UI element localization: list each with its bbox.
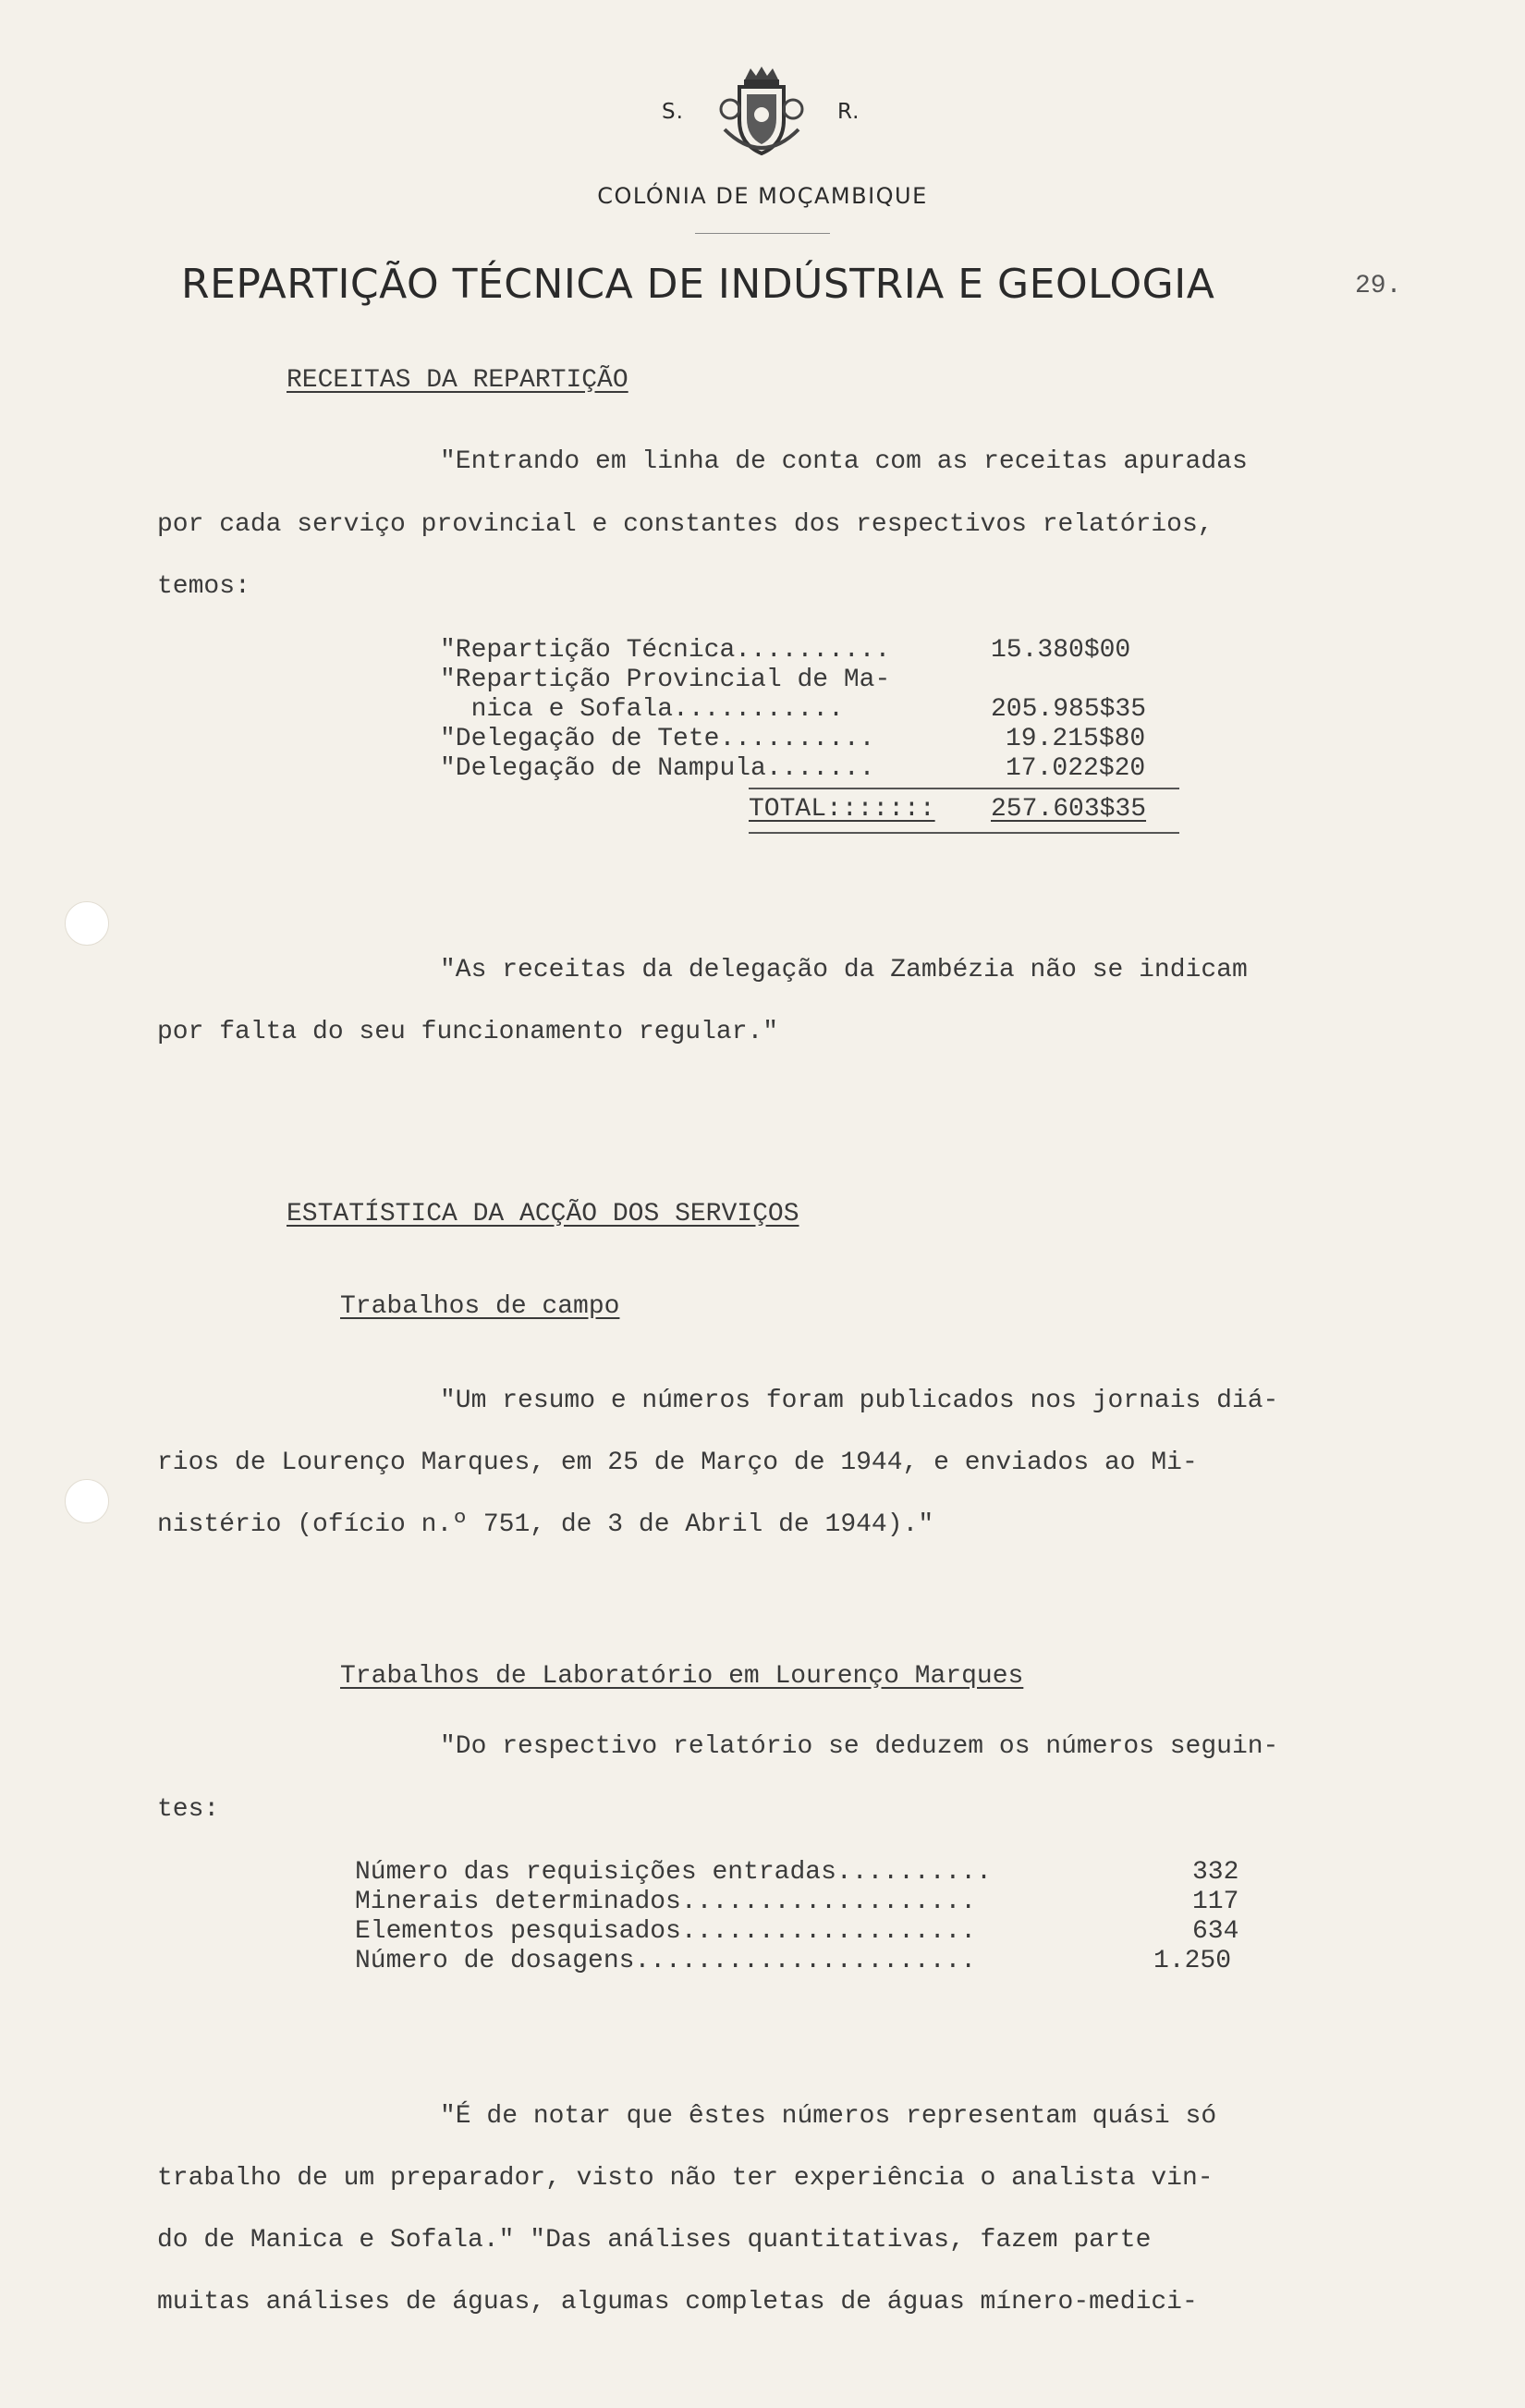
lab-row-value: 117 (1192, 1888, 1239, 1916)
receipt-row-value: 15.380$00 (991, 636, 1131, 665)
intro-line-3: temos: (157, 572, 250, 601)
department-title: REPARTIÇÃO TÉCNICA DE INDÚSTRIA E GEOLOGIA (181, 261, 1215, 308)
lab-line-1: "Do respectivo relatório se deduzem os números seguin- (440, 1732, 1279, 1761)
receipt-row-value: 205.985$35 (991, 695, 1147, 724)
lab-row-label: Número das requisições entradas.......... (355, 1858, 992, 1887)
receipt-row-label: nica e Sofala........... (440, 695, 844, 724)
letterhead-divider (695, 233, 830, 234)
campo-line-1: "Um resumo e números foram publicados nos jornais diá- (440, 1387, 1279, 1415)
subheading-laboratorio: Trabalhos de Laboratório em Lourenço Marques (340, 1662, 1024, 1691)
page-number: 29. (1355, 272, 1402, 300)
receipt-row-label: "Repartição Técnica.......... (440, 636, 891, 665)
campo-line-2: rios de Lourenço Marques, em 25 de Março de 1944, e enviados ao Mi- (157, 1448, 1198, 1477)
note-line-2: por falta do seu funcionamento regular." (157, 1018, 779, 1046)
intro-line-2: por cada serviço provincial e constantes dos respectivos relatórios, (157, 510, 1214, 539)
receipt-row-label: "Delegação de Tete.......... (440, 725, 875, 753)
closing-line-3: do de Manica e Sofala." "Das análises quantitativas, fazem parte (157, 2226, 1152, 2255)
punch-hole-top (65, 901, 109, 946)
total-label: TOTAL::::::: (749, 795, 935, 824)
sum-rule (749, 788, 1179, 789)
intro-line-1: "Entrando em linha de conta com as receitas apuradas (440, 447, 1248, 476)
receipt-row-label: "Delegação de Nampula....... (440, 754, 875, 783)
receipt-row-value: 17.022$20 (1006, 754, 1146, 783)
lab-row-value: 1.250 (1153, 1947, 1232, 1975)
receipt-row-label: "Repartição Provincial de Ma- (440, 666, 891, 694)
closing-line-4: muitas análises de águas, algumas completas de águas mínero-medici- (157, 2288, 1198, 2316)
heading-receitas: RECEITAS DA REPARTIÇÃO (287, 366, 628, 395)
subheading-campo: Trabalhos de campo (340, 1292, 620, 1321)
heading-estatistica: ESTATÍSTICA DA ACÇÃO DOS SERVIÇOS (287, 1200, 799, 1228)
lab-row-label: Minerais determinados................... (355, 1888, 977, 1916)
coat-of-arms-icon (719, 63, 804, 165)
total-double-rule (749, 832, 1179, 834)
lab-row-label: Número de dosagens...................... (355, 1947, 977, 1975)
closing-line-1: "É de notar que êstes números representam quási só (440, 2102, 1217, 2131)
lab-row-label: Elementos pesquisados................... (355, 1917, 977, 1946)
note-line-1: "As receitas da delegação da Zambézia não se indicam (440, 956, 1248, 984)
closing-line-2: trabalho de um preparador, visto não ter experiência o analista vin- (157, 2164, 1214, 2193)
punch-hole-bottom (65, 1479, 109, 1523)
receipt-row-value: 19.215$80 (1006, 725, 1146, 753)
campo-line-3: nistério (ofício n.º 751, de 3 de Abril de 1944)." (157, 1510, 934, 1539)
lab-row-value: 634 (1192, 1917, 1239, 1946)
colony-name: COLÓNIA DE MOÇAMBIQUE (597, 183, 928, 209)
total-value: 257.603$35 (991, 795, 1147, 824)
lab-line-2: tes: (157, 1795, 220, 1824)
letterhead-r-mark: R. (837, 100, 860, 124)
lab-row-value: 332 (1192, 1858, 1239, 1887)
letterhead-s-mark: S. (662, 100, 684, 124)
